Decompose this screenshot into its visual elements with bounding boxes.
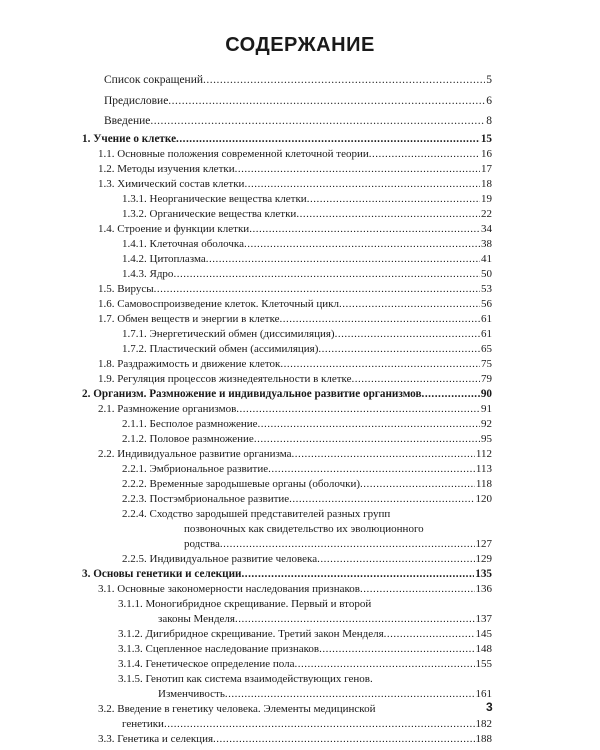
toc-page: 34 (481, 222, 492, 235)
toc-title: Введение (104, 115, 151, 127)
toc-title: 1.7.2. Пластический обмен (ассимиляция) (122, 342, 319, 355)
toc-title: генетики (122, 717, 164, 730)
toc-entry[interactable] (82, 237, 492, 252)
toc-title: Список сокращений (104, 74, 204, 86)
toc-page: 6 (486, 94, 492, 107)
toc-page: 161 (475, 687, 492, 700)
toc-title: 1.6. Самовоспроизведение клеток. Клеточный цикл (98, 297, 339, 310)
toc-entry[interactable] (82, 252, 492, 267)
toc-title: 2.2.1. Эмбриональное развитие (122, 462, 269, 475)
toc-page: 91 (481, 402, 492, 415)
toc-title: 3.1.4. Генетическое определение пола (118, 657, 295, 670)
toc-title: 2.1.1. Бесполое размножение (122, 417, 258, 430)
toc-page: 19 (481, 192, 492, 205)
page-number: 3 (486, 700, 493, 714)
toc-title: 3. Основы генетики и селекции (82, 567, 242, 580)
toc-title: 1. Учение о клетке (82, 132, 177, 145)
toc-page: 8 (486, 115, 492, 127)
toc-chapter-1[interactable] (82, 132, 492, 147)
toc-entry[interactable] (82, 342, 492, 357)
toc-page: 38 (481, 237, 492, 250)
toc-entry[interactable] (82, 462, 492, 477)
toc-title: 2.2.3. Постэмбриональное развитие (122, 492, 290, 505)
toc-page: 79 (481, 372, 492, 385)
toc-page: 145 (475, 627, 492, 640)
toc-entry-abbreviations[interactable] (82, 70, 492, 91)
toc-title: 2.1.2. Половое размножение (122, 432, 254, 445)
toc-title-line: 3.2. Введение в генетику человека. Элементы медицинской (98, 702, 376, 715)
toc-page: 137 (475, 612, 492, 625)
toc-entry[interactable] (82, 267, 492, 282)
toc-title: 1.1. Основные положения современной клеточной теории (98, 147, 369, 160)
toc-entry[interactable] (82, 192, 492, 207)
toc-entry[interactable] (82, 627, 492, 642)
toc-title: 3.1.3. Сцепленное наследование признаков (118, 642, 320, 655)
toc-entry[interactable] (82, 207, 492, 222)
toc-title: 1.5. Вирусы (98, 282, 154, 295)
toc-page: 188 (475, 732, 492, 745)
toc-title: родства (184, 537, 220, 550)
toc-entry-introduction[interactable] (82, 111, 492, 132)
toc-title: 2.2.2. Временные зародышевые органы (оболочки) (122, 477, 360, 490)
toc-entry[interactable] (82, 402, 492, 417)
toc-page: 53 (481, 282, 492, 295)
toc-entry[interactable] (82, 357, 492, 372)
toc-title-line: позвоночных как свидетельство их эволюционного (184, 522, 424, 535)
toc-title: 1.3.1. Неорганические вещества клетки (122, 192, 307, 205)
toc-entry[interactable] (82, 732, 492, 747)
toc-page: 112 (475, 447, 492, 460)
toc-page: 127 (475, 537, 492, 550)
toc-entry[interactable] (82, 312, 492, 327)
toc-title: 1.2. Методы изучения клетки (98, 162, 235, 175)
toc-page: 75 (481, 357, 492, 370)
toc-entry-preface[interactable] (82, 91, 492, 112)
toc-title: 2. Организм. Размножение и индивидуальное развитие организмов (82, 387, 422, 400)
toc-page: 65 (481, 342, 492, 355)
toc-entry[interactable] (82, 477, 492, 492)
toc-page: 16 (481, 147, 492, 160)
toc-entry[interactable] (82, 372, 492, 387)
toc-title: 1.3. Химический состав клетки (98, 177, 245, 190)
toc-page: 56 (481, 297, 492, 310)
toc-page: 15 (480, 132, 492, 145)
toc-page: 120 (475, 492, 492, 505)
toc-title: 1.4.3. Ядро (122, 267, 174, 280)
toc-title: 2.2.5. Индивидуальное развитие человека (122, 552, 318, 565)
toc-entry[interactable] (82, 177, 492, 192)
toc-entry[interactable] (82, 552, 492, 567)
toc-page: 92 (481, 417, 492, 430)
toc-page: 136 (475, 582, 492, 595)
toc-entry[interactable] (82, 222, 492, 237)
toc-entry[interactable] (82, 417, 492, 432)
toc-page: 155 (475, 657, 492, 670)
toc-page: 118 (475, 477, 492, 490)
toc-page: 22 (481, 207, 492, 220)
toc-page: 61 (481, 312, 492, 325)
toc-page: 61 (481, 327, 492, 340)
toc-title: 2.2. Индивидуальное развитие организма (98, 447, 292, 460)
toc-entry[interactable] (82, 582, 492, 597)
toc-entry-multiline[interactable] (82, 702, 492, 732)
toc-chapter-2[interactable] (82, 387, 492, 402)
toc-entry[interactable] (82, 327, 492, 342)
toc-entry-multiline[interactable] (82, 672, 492, 702)
toc-title-line: 3.1.5. Генотип как система взаимодействующих генов. (118, 672, 373, 685)
table-of-contents (82, 70, 492, 747)
toc-title: 1.7. Обмен веществ и энергии в клетке (98, 312, 280, 325)
toc-title: Предисловие (104, 94, 169, 107)
toc-page: 148 (475, 642, 492, 655)
toc-title: 1.9. Регуляция процессов жизнедеятельности в клетке (98, 372, 352, 385)
toc-title: 2.1. Размножение организмов (98, 402, 237, 415)
toc-page: 95 (481, 432, 492, 445)
toc-entry[interactable] (82, 492, 492, 507)
toc-title: законы Менделя (158, 612, 235, 625)
toc-entry[interactable] (82, 432, 492, 447)
toc-entry-multiline[interactable] (82, 507, 492, 552)
toc-title: 1.4.2. Цитоплазма (122, 252, 206, 265)
toc-title: Изменчивость (158, 687, 225, 700)
toc-title: 3.1.2. Дигибридное скрещивание. Третий закон Менделя (118, 627, 384, 640)
toc-entry[interactable] (82, 447, 492, 462)
toc-title-line: 2.2.4. Сходство зародышей представителей разных групп (122, 507, 391, 520)
toc-page: 17 (481, 162, 492, 175)
toc-entry[interactable] (82, 297, 492, 312)
toc-page: 113 (475, 462, 492, 475)
toc-title: 1.7.1. Энергетический обмен (диссимиляция) (122, 327, 335, 340)
toc-page: 90 (480, 387, 492, 400)
toc-page: 18 (481, 177, 492, 190)
toc-chapter-3[interactable] (82, 567, 492, 582)
toc-entry[interactable] (82, 162, 492, 177)
toc-page: 182 (475, 717, 492, 730)
toc-entry[interactable] (82, 147, 492, 162)
toc-title: 3.3. Генетика и селекция (98, 732, 214, 745)
toc-page: 5 (486, 74, 492, 86)
toc-title: 3.1. Основные закономерности наследования признаков (98, 582, 360, 595)
toc-title: 1.4.1. Клеточная оболочка (122, 237, 244, 250)
toc-entry[interactable] (82, 282, 492, 297)
toc-page: 129 (475, 552, 492, 565)
toc-title: 1.4. Строение и функции клетки (98, 222, 250, 235)
toc-page: 41 (481, 252, 492, 265)
toc-title: 1.3.2. Органические вещества клетки (122, 207, 297, 220)
toc-title-line: 3.1.1. Моногибридное скрещивание. Первый и второй (118, 597, 372, 610)
toc-entry[interactable] (82, 657, 492, 672)
toc-entry-multiline[interactable] (82, 597, 492, 627)
toc-page: 135 (475, 567, 492, 580)
toc-entry[interactable] (82, 642, 492, 657)
page-title: СОДЕРЖАНИЕ (225, 34, 375, 56)
toc-page: 50 (481, 267, 492, 280)
toc-title: 1.8. Раздражимость и движение клеток (98, 357, 281, 370)
